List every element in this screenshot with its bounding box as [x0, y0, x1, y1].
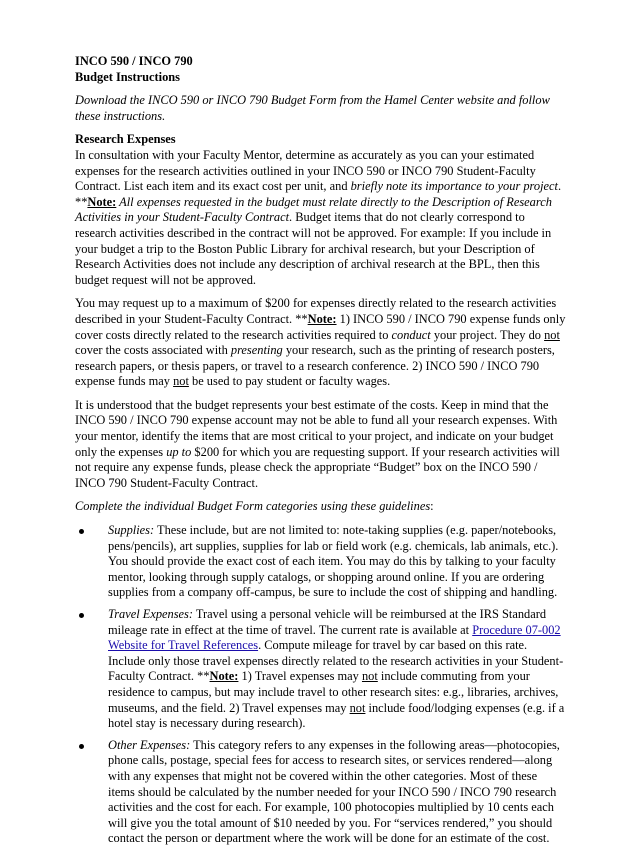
bullet-icon — [79, 744, 84, 749]
guidelines-list — [75, 523, 567, 847]
research-expenses-heading: Research Expenses — [75, 132, 176, 147]
other-label: Other Expenses: — [108, 737, 191, 752]
guidelines-intro: Complete the individual Budget Form categories using these guidelines: — [75, 499, 434, 514]
research-paragraph-1: In consultation with your Faculty Mentor, determine as accurately as you can your estimated expenses for the research activities outlined in your INCO 590 or INCO 790 Student-Faculty Contract. List each item and its exact cost per unit, and briefly note its importance to your project. **Note: All expenses requested in the budget must relate directly to the Description of Research Activities in your Student-Faculty Contract. Budget items that do not clearly correspond to research activities described in the contract will not be approved. For example: If you include in your budget a trip to the Boston Public Library for archival research, but your Description of Research Activities does not include any description of archival research at the BPL, then this budget request will not be approved. — [75, 147, 562, 287]
course-title: INCO 590 / INCO 790 — [75, 54, 193, 68]
document-title: Budget Instructions — [75, 69, 180, 84]
travel-label: Travel Expenses: — [108, 607, 193, 621]
research-paragraph-3: It is understood that the budget represents your best estimate of the costs. Keep in mind that the INCO 590 / INCO 790 expense account may not be able to fund all your research expenses. With your mentor, identify the items that are most critical to your project, and indicate on your budget only the expenses up to $200 for which you are requesting support. If your research activities will not require any expense funds, please check the appropriate “Budget” box on the INCO 590 / INCO 790 Student-Faculty Contract. — [75, 397, 560, 490]
list-item-travel: Travel Expenses: Travel using a personal vehicle will be reimbursed at the IRS Standard mileage rate in effect at the time of travel. The current rate is available at Procedure 07-002 Website for Travel References. Compute mileage for travel by car based on this rate. Include only those travel expenses directly related to the research activities in your Student-Faculty Contract. **Note: 1) Travel expenses may not include commuting from your residence to campus, but may include travel to other research sites: e.g., libraries, archives, museums, and the field. 2) Travel expenses may not include food/lodging expenses (e.g. if a hotel stay is necessary during research). — [75, 607, 567, 732]
supplies-label: Supplies: — [108, 523, 155, 538]
bullet-icon — [79, 529, 84, 534]
procedure-link[interactable]: Procedure 07-002 Website for Travel References — [108, 622, 561, 653]
research-paragraph-2: You may request up to a maximum of $200 for expenses directly related to the research activities described in your Student-Faculty Contract. **Note: 1) INCO 590 / INCO 790 expense funds only cover costs directly related to the research activities required to conduct your project. They do not cover the costs associated with presenting your research, such as the printing of research posters, research papers, or thesis papers, or travel to a research conference. 2) INCO 590 / INCO 790 expense funds may not be used to pay student or faculty wages. — [75, 296, 566, 389]
bullet-icon — [79, 613, 84, 618]
intro-instruction: Download the INCO 590 or INCO 790 Budget Form from the Hamel Center website and follow these instructions. — [75, 93, 550, 123]
list-item-supplies: Supplies: These include, but are not limited to: note-taking supplies (e.g. paper/notebooks, pens/pencils), art supplies, supplies for lab or field work (e.g. chemicals, lab animals, etc.). You should provide the exact cost of each item. You may do this by talking to your faculty mentor, looking through supply catalogs, or shopping around online. If you are ordering supplies from a company off-campus, be sure to include the cost of shipping and handling. — [75, 523, 567, 601]
document-content — [75, 54, 567, 853]
list-item-other: Other Expenses: This category refers to any expenses in the following areas—photocopies, phone calls, postage, special fees for access to research sites, or services rendered—along with any expenses that might not be covered within the other categories. Most of these items should be calculated by the number needed for your INCO 590 / INCO 790 research activities and the cost for each. For example, 100 photocopies multiplied by 10 cents each will give you the total amount of $10 needed by you. For “services rendered,” you should contact the person or department where the work will be done for an estimate of the cost. — [75, 738, 567, 847]
